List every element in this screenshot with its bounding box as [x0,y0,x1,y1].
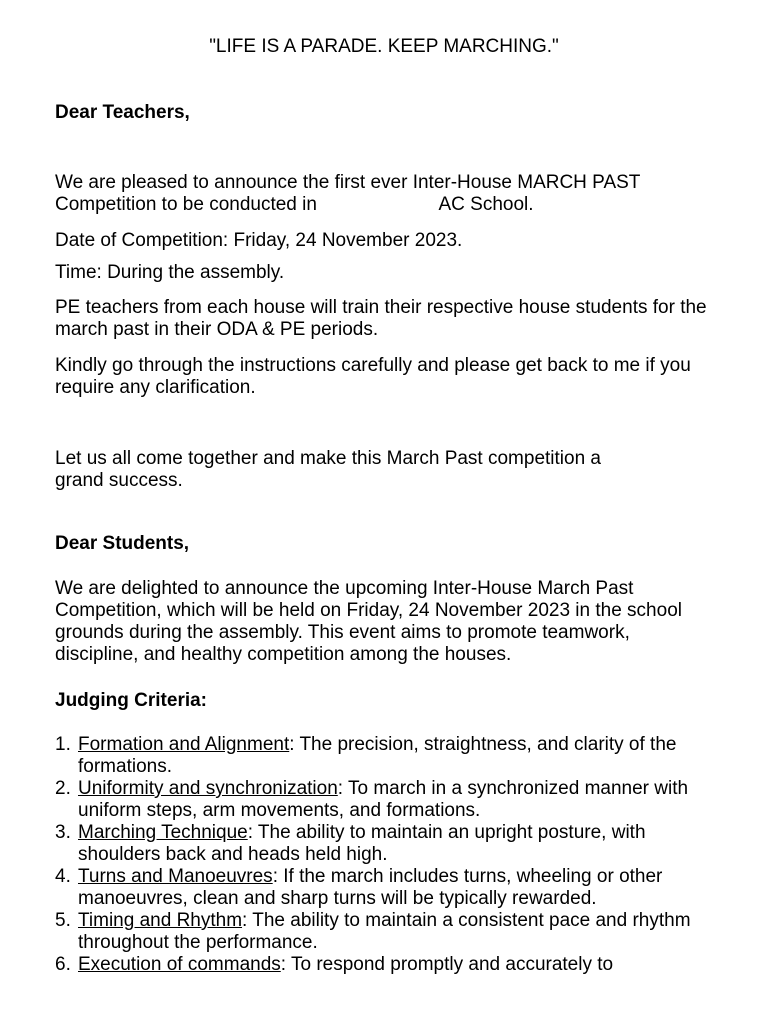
criteria-term: Uniformity and synchronization [78,778,338,799]
instructions-note: Kindly go through the instructions carefully and please get back to me if you require any clarification. [55,355,691,398]
criteria-number: 5. [55,910,71,931]
criteria-heading: Judging Criteria: [55,690,208,711]
criteria-list [55,734,725,976]
criteria-number: 3. [55,822,71,843]
criteria-item [55,822,725,866]
criteria-number: 1. [55,734,71,755]
criteria-item [55,910,725,954]
criteria-number: 2. [55,778,71,799]
criteria-number: 4. [55,866,71,887]
announcement-text-part1: We are pleased to announce the first ever Inter-House MARCH PAST Competition to be conducted in [55,172,641,215]
criteria-description: : The precision, straightness, and clarity of the formations. [78,734,677,777]
teachers-salutation: Dear Teachers, [55,102,190,123]
criteria-term: Turns and Manoeuvres [78,866,273,887]
motto: "LIFE IS A PARADE. KEEP MARCHING." [209,36,559,57]
criteria-description: : To march in a synchronized manner with uniform steps, arm movements, and formations. [78,778,689,821]
teachers-announcement [55,172,705,216]
criteria-item [55,954,725,976]
criteria-description: : If the march includes turns, wheeling or other manoeuvres, clean and sharp turns will be typically rewarded. [78,866,663,909]
criteria-item [55,866,725,910]
criteria-description: : To respond promptly and accurately to [280,954,614,975]
closing-note: Let us all come together and make this March Past competition a grand success. [55,448,601,491]
students-salutation: Dear Students, [55,533,190,554]
training-note: PE teachers from each house will train their respective house students for the march past in their ODA & PE periods. [55,297,707,340]
criteria-term: Execution of commands [78,954,281,975]
criteria-term: Timing and Rhythm [78,910,243,931]
students-announcement: We are delighted to announce the upcoming Inter-House March Past Competition, which will be held on Friday, 24 November 2023 in the school grounds during the assembly. This event aims to promote teamwork, discipline, and healthy competition among the houses. [55,578,682,665]
competition-time: Time: During the assembly. [55,262,285,283]
criteria-item [55,734,725,778]
competition-date: Date of Competition: Friday, 24 November 2023. [55,230,463,251]
announcement-text-part2: AC School. [438,194,534,215]
criteria-item [55,778,725,822]
criteria-description: : The ability to maintain an upright posture, with shoulders back and heads held high. [78,822,646,865]
criteria-number: 6. [55,954,71,975]
criteria-term: Marching Technique [78,822,248,843]
criteria-term: Formation and Alignment [78,734,290,755]
criteria-description: : The ability to maintain a consistent pace and rhythm throughout the performance. [78,910,691,953]
